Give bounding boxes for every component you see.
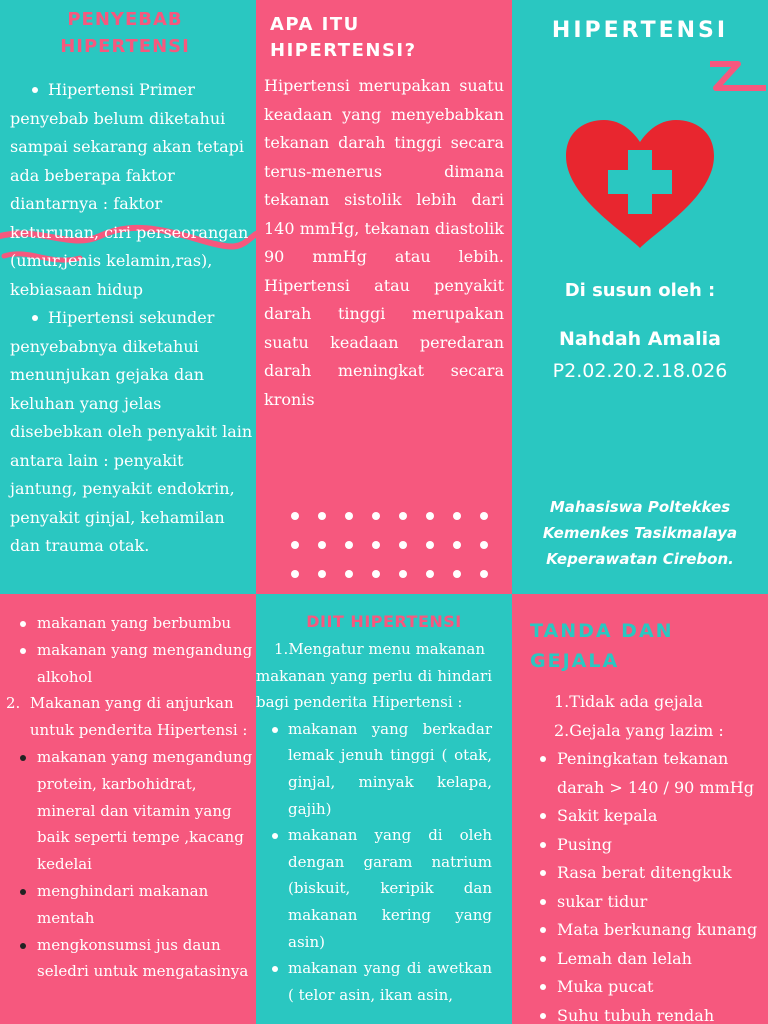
- list-item: makanan yang mengandung alkohol: [6, 637, 254, 691]
- panel-foods: [0, 594, 256, 1024]
- primary-description: penyebab belum diketahui sampai sekarang akan tetapi ada beberapa faktor diantarnya : faktor keturunan, ciri perseorangan (umur,jenis kelamin,ras), kebiasaan hidup: [10, 108, 249, 299]
- student-id: P2.02.20.2.18.026: [552, 360, 728, 382]
- institution-line: Keperawatan Cirebon.: [546, 550, 734, 568]
- primary-label: Hipertensi Primer: [48, 80, 195, 99]
- bullet-icon: [20, 889, 26, 895]
- list-item: sukar tidur: [538, 888, 768, 917]
- institution: [512, 494, 768, 572]
- list-item: Mata berkunang kunang: [538, 916, 768, 945]
- bullet-icon: [32, 87, 38, 93]
- recommended-heading: 2. Makanan yang di anjurkan untuk penderita Hipertensi :: [6, 694, 248, 740]
- list-item: makanan yang berbumbu: [6, 610, 254, 637]
- bullet-icon: [540, 956, 546, 962]
- secondary-label: Hipertensi sekunder: [48, 308, 215, 327]
- causes-content: [10, 76, 254, 561]
- dot-pattern-decoration: [291, 512, 507, 594]
- list-item: Sakit kepala: [538, 802, 768, 831]
- list-item: [10, 76, 254, 105]
- bullet-icon: [20, 943, 26, 949]
- list-item: makanan yang berkadar lemak jenuh tinggi ( otak, ginjal, minyak kelapa, gajih): [256, 716, 510, 822]
- bullet-icon: [540, 842, 546, 848]
- bullet-icon: [540, 870, 546, 876]
- definition-text: Hipertensi merupakan suatu keadaan yang menyebabkan tekanan darah tinggi secara terus-menerus dimana tekanan sistolik lebih dari 140 mmHg, tekanan diastolik 90 mmHg atau lebih. Hipertensi atau penyakit darah tinggi merupakan suatu keadaan peredaran darah meningkat secara kronis: [264, 76, 504, 409]
- panel-diet: [256, 594, 512, 1024]
- bullet-icon: [20, 648, 26, 654]
- bullet-icon: [20, 621, 26, 627]
- list-item: menghindari makanan mentah: [6, 878, 254, 932]
- signs-content: [538, 688, 768, 1024]
- list-item: makanan yang di oleh dengan garam natrium (biskuit, keripik dan makanan kering yang asin): [256, 822, 510, 955]
- compiled-by-label: Di susun oleh :: [564, 280, 716, 301]
- bullet-icon: [540, 756, 546, 762]
- cover-title: HIPERTENSI: [551, 18, 729, 43]
- secondary-description: penyebabnya diketahui menunjukan gejaka dan keluhan yang jelas disebebkan oleh penyakit lain antara lain : penyakit jantung, penyakit endokrin, penyakit ginjal, kehamilan dan trauma otak.: [10, 336, 253, 555]
- causes-title: PENYEBAB HIPERTENSI: [60, 9, 190, 57]
- bullet-icon: [272, 966, 278, 972]
- diet-intro: makanan yang perlu di hindari bagi penderita Hipertensi :: [256, 666, 492, 712]
- diet-title: DIIT HIPERTENSI: [306, 612, 462, 631]
- panel-causes: [0, 0, 256, 594]
- bullet-icon: [272, 727, 278, 733]
- numbered-item: 2. Gejala yang lazim :: [554, 720, 724, 740]
- list-item: Suhu tubuh rendah: [538, 1002, 768, 1024]
- panel-what-is: [256, 0, 512, 594]
- bullet-icon: [20, 755, 26, 761]
- bullet-icon: [540, 1013, 546, 1019]
- bullet-icon: [540, 927, 546, 933]
- bullet-icon: [540, 813, 546, 819]
- bullet-icon: [32, 315, 38, 321]
- diet-item-heading: 1.Mengatur menu makanan: [274, 640, 486, 658]
- list-item: makanan yang mengandung protein, karbohidrat, mineral dan vitamin yang baik seperti tempe ,kacang kedelai: [6, 744, 254, 878]
- institution-line: Kemenkes Tasikmalaya: [542, 524, 738, 542]
- diet-content: [256, 636, 510, 1008]
- what-is-title-line1: APA ITU: [270, 14, 360, 35]
- bullet-icon: [272, 833, 278, 839]
- squiggle-decoration: [708, 56, 768, 96]
- bullet-icon: [540, 984, 546, 990]
- what-is-title: [270, 12, 417, 64]
- list-item: Pusing: [538, 831, 768, 860]
- panel-cover: [512, 0, 768, 594]
- list-item: [10, 304, 254, 333]
- foods-content: [6, 610, 254, 985]
- list-item: Muka pucat: [538, 973, 768, 1002]
- bullet-icon: [540, 899, 546, 905]
- signs-title: TANDA DAN GEJALA: [530, 620, 674, 672]
- list-item: Rasa berat ditengkuk: [538, 859, 768, 888]
- list-item: Lemah dan lelah: [538, 945, 768, 974]
- list-item: makanan yang di awetkan ( telor asin, ikan asin,: [256, 955, 510, 1008]
- heart-cross-icon: [562, 118, 718, 250]
- list-item: Peningkatan tekanan darah > 140 / 90 mmHg: [538, 745, 768, 802]
- institution-line: Mahasiswa Poltekkes: [549, 498, 731, 516]
- panel-signs: [512, 594, 768, 1024]
- list-item: mengkonsumsi jus daun seledri untuk mengatasinya: [6, 932, 254, 986]
- numbered-item: 1. Tidak ada gejala: [554, 692, 703, 711]
- what-is-title-line2: HIPERTENSI?: [270, 40, 417, 61]
- author-name: Nahdah Amalia: [559, 328, 721, 350]
